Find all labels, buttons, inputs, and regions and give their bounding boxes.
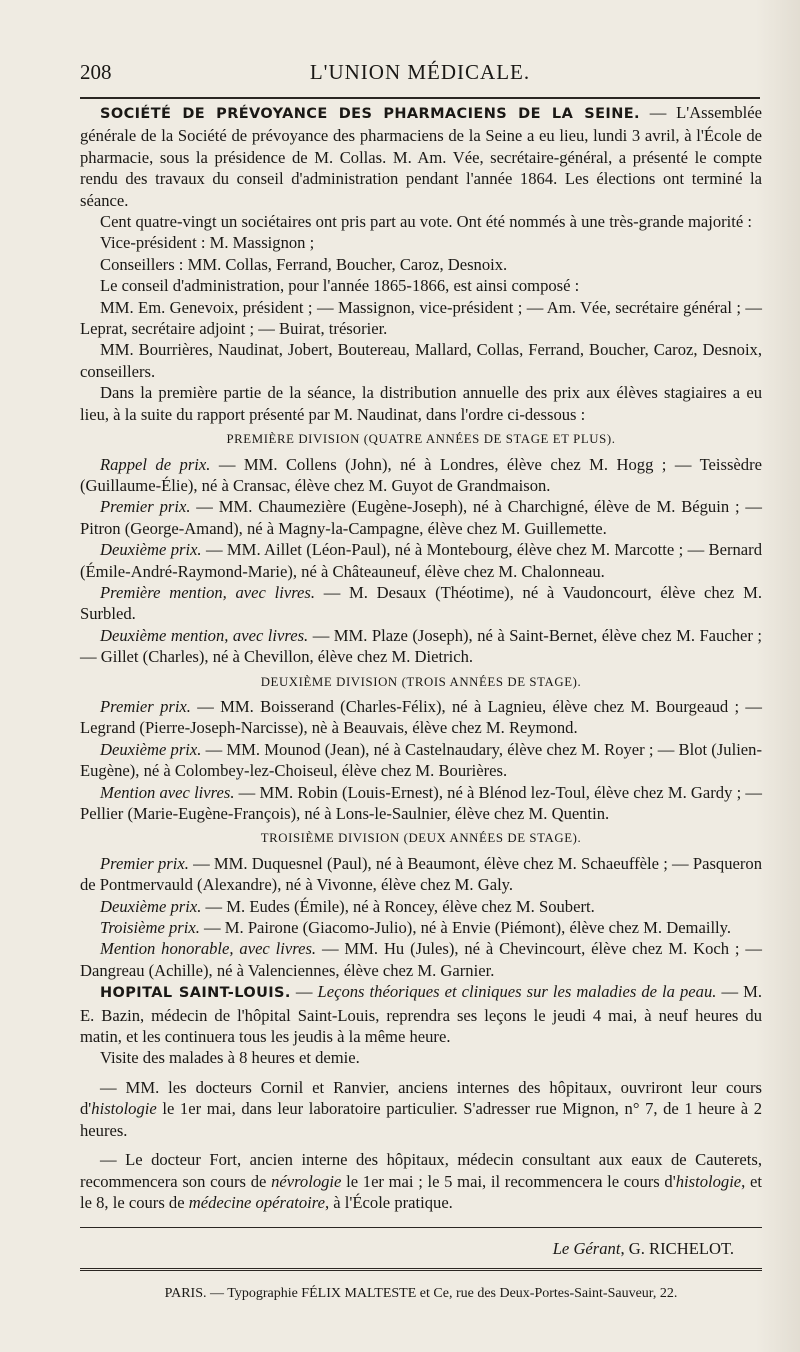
fort-term-3: médecine opératoire: [188, 1192, 325, 1212]
society-heading: SOCIÉTÉ DE PRÉVOYANCE DES PHARMACIENS DE LA SEINE.: [100, 106, 640, 122]
prize-entry: [80, 853, 762, 896]
prize-entry: [80, 938, 762, 981]
prize-text: — MM. Chaumezière (Eugène-Joseph), né à Charchigné, élève de M. Béguin ; — Pitron (George-Amand), né à Magny-la-Campagne, élève chez M. Guillemette.: [80, 497, 762, 538]
prize-label: Premier prix.: [100, 696, 191, 716]
prize-entry: [80, 896, 762, 917]
page-number: 208: [80, 60, 112, 84]
prize-text: — MM. Duquesnel (Paul), né à Beaumont, élève chez M. Schaeuffèle ; — Pasqueron de Pontmervauld (Alexandre), né à Vivonne, élève chez M. Galy.: [80, 853, 762, 895]
division-2-title: DEUXIÈME DIVISION (TROIS ANNÉES DE STAGE).: [260, 674, 582, 689]
division-1-title: PREMIÈRE DIVISION (QUATRE ANNÉES DE STAGE ET PLUS).: [226, 432, 616, 447]
officers-paragraph: MM. Em. Genevoix, président ; — Massignon, vice-président ; — Am. Vée, secrétaire général ; — Leprat, secrétaire adjoint ; — Buirat, trésorier.: [80, 297, 762, 339]
division-3-title: TROISIÈME DIVISION (DEUX ANNÉES DE STAGE).: [260, 831, 582, 846]
prize-label: Mention honorable, avec livres.: [100, 939, 317, 959]
prize-text: — MM. Collens (John), né à Londres, élève chez M. Hogg ; — Teissèdre (Guillaume-Élie), né à Cransac, élève chez M. Guyot de Grandmaison.: [80, 454, 762, 495]
header-rule: [80, 97, 760, 99]
footer-double-rule: [80, 1268, 762, 1273]
fort-text-b: le 1er mai ; le 5 mai, il recommencera le cours d': [341, 1171, 676, 1191]
printer-imprint: PARIS. — Typographie FÉLIX MALTESTE et Ce, rue des Deux-Portes-Saint-Sauveur, 22.: [164, 1285, 678, 1301]
prize-entry: [80, 582, 762, 625]
prize-entry: [80, 917, 762, 938]
hospital-dash: —: [290, 982, 318, 1002]
signature-name: G. RICHELOT.: [628, 1239, 734, 1259]
prize-entry: [80, 782, 762, 825]
prize-text: — M. Pairone (Giacomo-Julio), né à Envie (Piémont), élève chez M. Demailly.: [199, 918, 732, 938]
society-paragraph: [80, 102, 762, 211]
prize-text: — MM. Robin (Louis-Ernest), né à Blénod lez-Toul, élève chez M. Gardy ; — Pellier (Marie-Eugène-François), né à Lons-le-Saulnier, élève chez M. Quentin.: [80, 782, 762, 823]
histology-term: histologie: [91, 1099, 157, 1119]
society-intro: — L'Assemblée générale de la Société de prévoyance des pharmaciens de la Seine a eu lieu, lundi 3 avril, à l'École de pharmacie, sous la présidence de M. Collas. M. Am. Vée, secrétaire-général, a présenté le compte rendu des travaux du conseil d'administration pendant l'année 1864. Les élections ont terminé la séance.: [80, 103, 762, 210]
council-composition-line: Le conseil d'administration, pour l'année 1865-1866, est ainsi composé :: [100, 276, 580, 296]
prize-text: — MM. Mounod (Jean), né à Castelnaudary, élève chez M. Royer ; — Blot (Julien-Eugène), né à Colombey-lez-Choiseul, élève chez M. Bourières.: [80, 739, 762, 781]
prize-entry: [80, 696, 762, 739]
prize-label: Rappel de prix.: [100, 454, 211, 474]
fort-text-d: , à l'École pratique.: [324, 1192, 453, 1212]
running-header: [80, 60, 760, 88]
prize-label: Deuxième mention, avec livres.: [100, 625, 309, 645]
page-spine-shadow: [756, 0, 800, 1352]
prize-text: — MM. Plaze (Joseph), né à Saint-Bernet, élève chez M. Faucher ; — Gillet (Charles), né à Chevillon, élève chez M. Dietrich.: [80, 625, 762, 667]
prizes-intro-paragraph: Dans la première partie de la séance, la distribution annuelle des prix aux élèves stagiaires a eu lieu, à la suite du rapport présenté par M. Naudinat, dans l'ordre ci-dessous :: [80, 383, 762, 424]
visit-line: Visite des malades à 8 heures et demie.: [100, 1048, 360, 1068]
prize-label: Premier prix.: [100, 497, 191, 517]
signature-line: Le Gérant, G. RICHELOT.: [552, 1239, 734, 1259]
closing-rule: [80, 1227, 762, 1228]
prize-label: Première mention, avec livres.: [100, 582, 316, 602]
prize-label: Mention avec livres.: [100, 782, 235, 802]
prize-entry: [80, 739, 762, 782]
histology-text-b: le 1er mai, dans leur laboratoire particulier. S'adresser rue Mignon, n° 7, de 1 heure à 2 heures.: [80, 1099, 762, 1140]
journal-title: L'UNION MÉDICALE.: [309, 60, 531, 84]
histology-paragraph: [80, 1077, 762, 1141]
members-paragraph: MM. Bourrières, Naudinat, Jobert, Boutereau, Mallard, Collas, Ferrand, Boucher, Caroz, Desnoix, conseillers.: [80, 340, 762, 381]
prize-text: — M. Desaux (Théotime), né à Vaudoncourt, élève chez M. Surbled.: [80, 582, 763, 624]
article-body: [80, 102, 762, 1304]
fort-term-1: névrologie: [271, 1171, 342, 1191]
prize-text: — M. Eudes (Émile), né à Roncey, élève chez M. Soubert.: [201, 896, 595, 916]
prize-entry: [80, 625, 762, 668]
hospital-heading: HOPITAL SAINT-LOUIS.: [100, 985, 291, 1002]
prize-text: — MM. Boisserand (Charles-Félix), né à Lagnieu, élève chez M. Bourgeaud ; — Legrand (Pierre-Joseph-Narcisse), nè à Beauvais, élève chez M. Reymond.: [80, 696, 762, 738]
prize-entry: [80, 454, 762, 497]
councillors-line: Conseillers : MM. Collas, Ferrand, Boucher, Caroz, Desnoix.: [100, 254, 508, 274]
hospital-text: — M. E. Bazin, médecin de l'hôpital Saint-Louis, reprendra ses leçons le jeudi 4 mai, à neuf heures du matin, et les continuera tous les jeudis à la même heure.: [80, 982, 762, 1047]
fort-term-2: histologie: [675, 1171, 742, 1191]
prize-label: Deuxième prix.: [100, 739, 202, 759]
prize-label: Deuxième prix.: [100, 540, 202, 560]
hospital-paragraph: [80, 981, 762, 1047]
prize-label: Premier prix.: [100, 853, 189, 873]
prize-label: Deuxième prix.: [100, 896, 202, 916]
prize-entry: [80, 496, 762, 539]
vice-president-line: Vice-président : M. Massignon ;: [100, 233, 315, 253]
fort-text-c: , et le 8, le cours de: [80, 1171, 762, 1212]
histology-text-a: — MM. les docteurs Cornil et Ranvier, anciens internes des hôpitaux, ouvriront leur cours d': [80, 1077, 762, 1119]
prize-entry: [80, 539, 762, 582]
prize-text: — MM. Hu (Jules), né à Chevincourt, élève chez M. Koch ; — Dangreau (Achille), né à Valenciennes, élève chez M. Garnier.: [80, 939, 762, 980]
vote-paragraph: Cent quatre-vingt un sociétaires ont pris part au vote. Ont été nommés à une très-grande majorité :: [100, 212, 753, 232]
signature-role: Le Gérant: [552, 1239, 621, 1259]
hospital-course-title: Leçons théoriques et cliniques sur les maladies de la peau.: [317, 982, 717, 1002]
prize-label: Troisième prix.: [100, 918, 200, 938]
fort-paragraph: [80, 1149, 762, 1213]
fort-text-a: — Le docteur Fort, ancien interne des hôpitaux, médecin consultant aux eaux de Cauterets, recommencera son cours de: [80, 1150, 762, 1191]
prize-text: — MM. Aillet (Léon-Paul), né à Montebourg, élève chez M. Marcotte ; — Bernard (Émile-André-Raymond-Marie), né à Châteauneuf, élève chez M. Chalonneau.: [80, 540, 762, 581]
